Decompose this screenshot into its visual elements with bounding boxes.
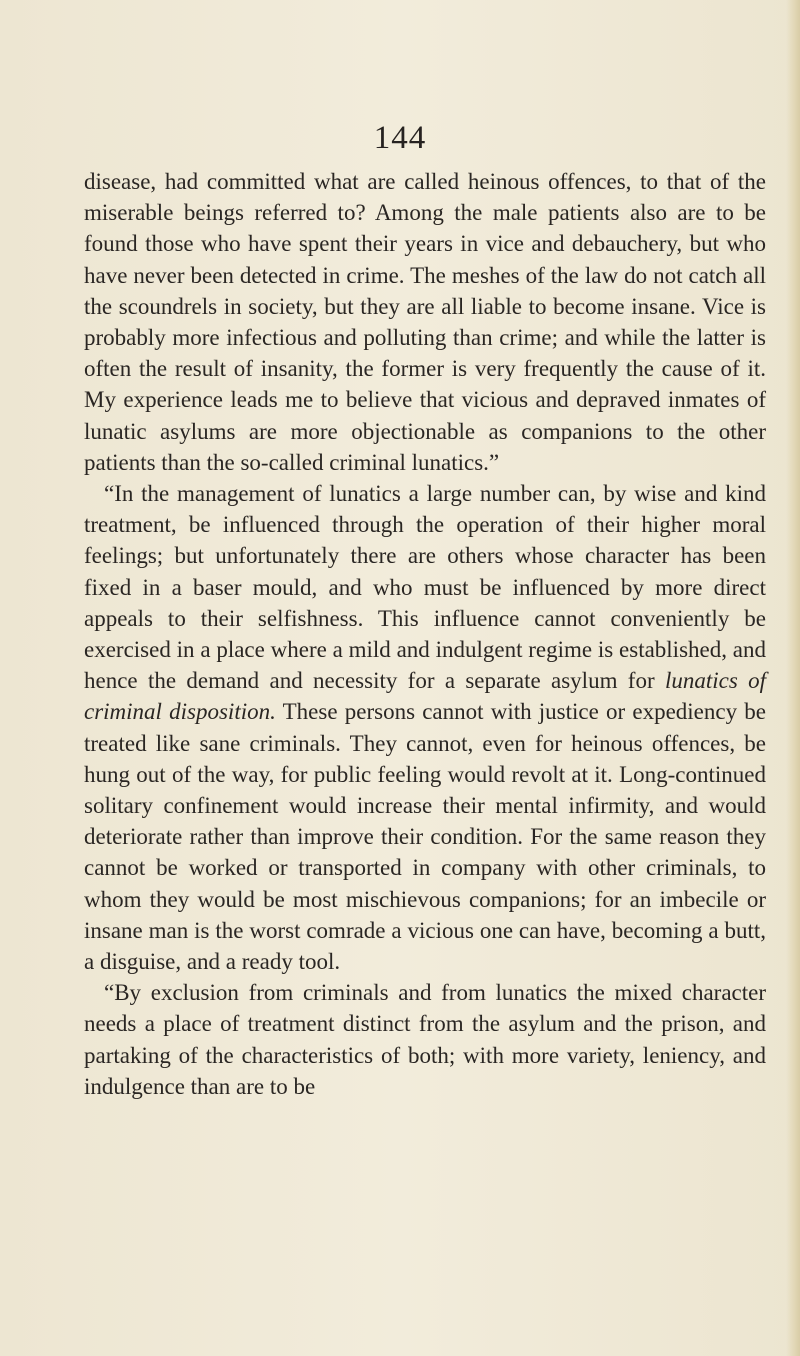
paragraph-3 bbox=[84, 977, 766, 1102]
paragraph-2-text-b: These persons cannot with justice or expediency be treated like sane criminals. They cannot, even for heinous offences, be hung out of the way, for public feeling would revolt at it. Long-continued solitary confinement would increase their mental infirmity, and would deteriorate rather than improve their condition. For the same reason they cannot be worked or transported in company with other criminals, to whom they would be most mischievous companions; for an imbecile or insane man is the worst comrade a vicious one can have, becoming a butt, a disguise, and a ready tool. bbox=[84, 699, 766, 975]
body-text bbox=[84, 166, 766, 1102]
paragraph-1-text: disease, had committed what are called heinous offences, to that of the miserable beings referred to? Among the male patients also are to be found those who have spent their years in vice and debauchery, but who have never been detected in crime. The meshes of the law do not catch all the scoundrels in society, but they are all liable to become insane. Vice is probably more infectious and polluting than crime; and while the latter is often the result of insanity, the former is very frequently the cause of it. My experience leads me to believe that vicious and depraved inmates of lunatic asylums are more objectionable as companions to the other patients than the so-called criminal lunatics.” bbox=[84, 169, 766, 475]
paragraph-1 bbox=[84, 166, 766, 478]
paragraph-2 bbox=[84, 478, 766, 977]
page-edge-shadow bbox=[786, 0, 800, 1356]
page-number: 144 bbox=[373, 120, 427, 156]
paragraph-3-text: “By exclusion from criminals and from lunatics the mixed character needs a place of treatment distinct from the asylum and the prison, and partaking of the characteristics of both; with more variety, leniency, and indulgence than are to be bbox=[84, 980, 766, 1099]
paragraph-2-italic-phrase: lunatics of criminal disposition. bbox=[84, 668, 766, 725]
paragraph-2-text-a: “In the management of lunatics a large number can, by wise and kind treatment, be influenced through the operation of their higher moral feelings; but unfortunately there are others whose character has been fixed in a baser mould, and who must be influenced by more direct appeals to their selfishness. This influence cannot conveniently be exercised in a place where a mild and indulgent regime is established, and hence the demand and necessity for a separate asylum for bbox=[84, 481, 766, 694]
